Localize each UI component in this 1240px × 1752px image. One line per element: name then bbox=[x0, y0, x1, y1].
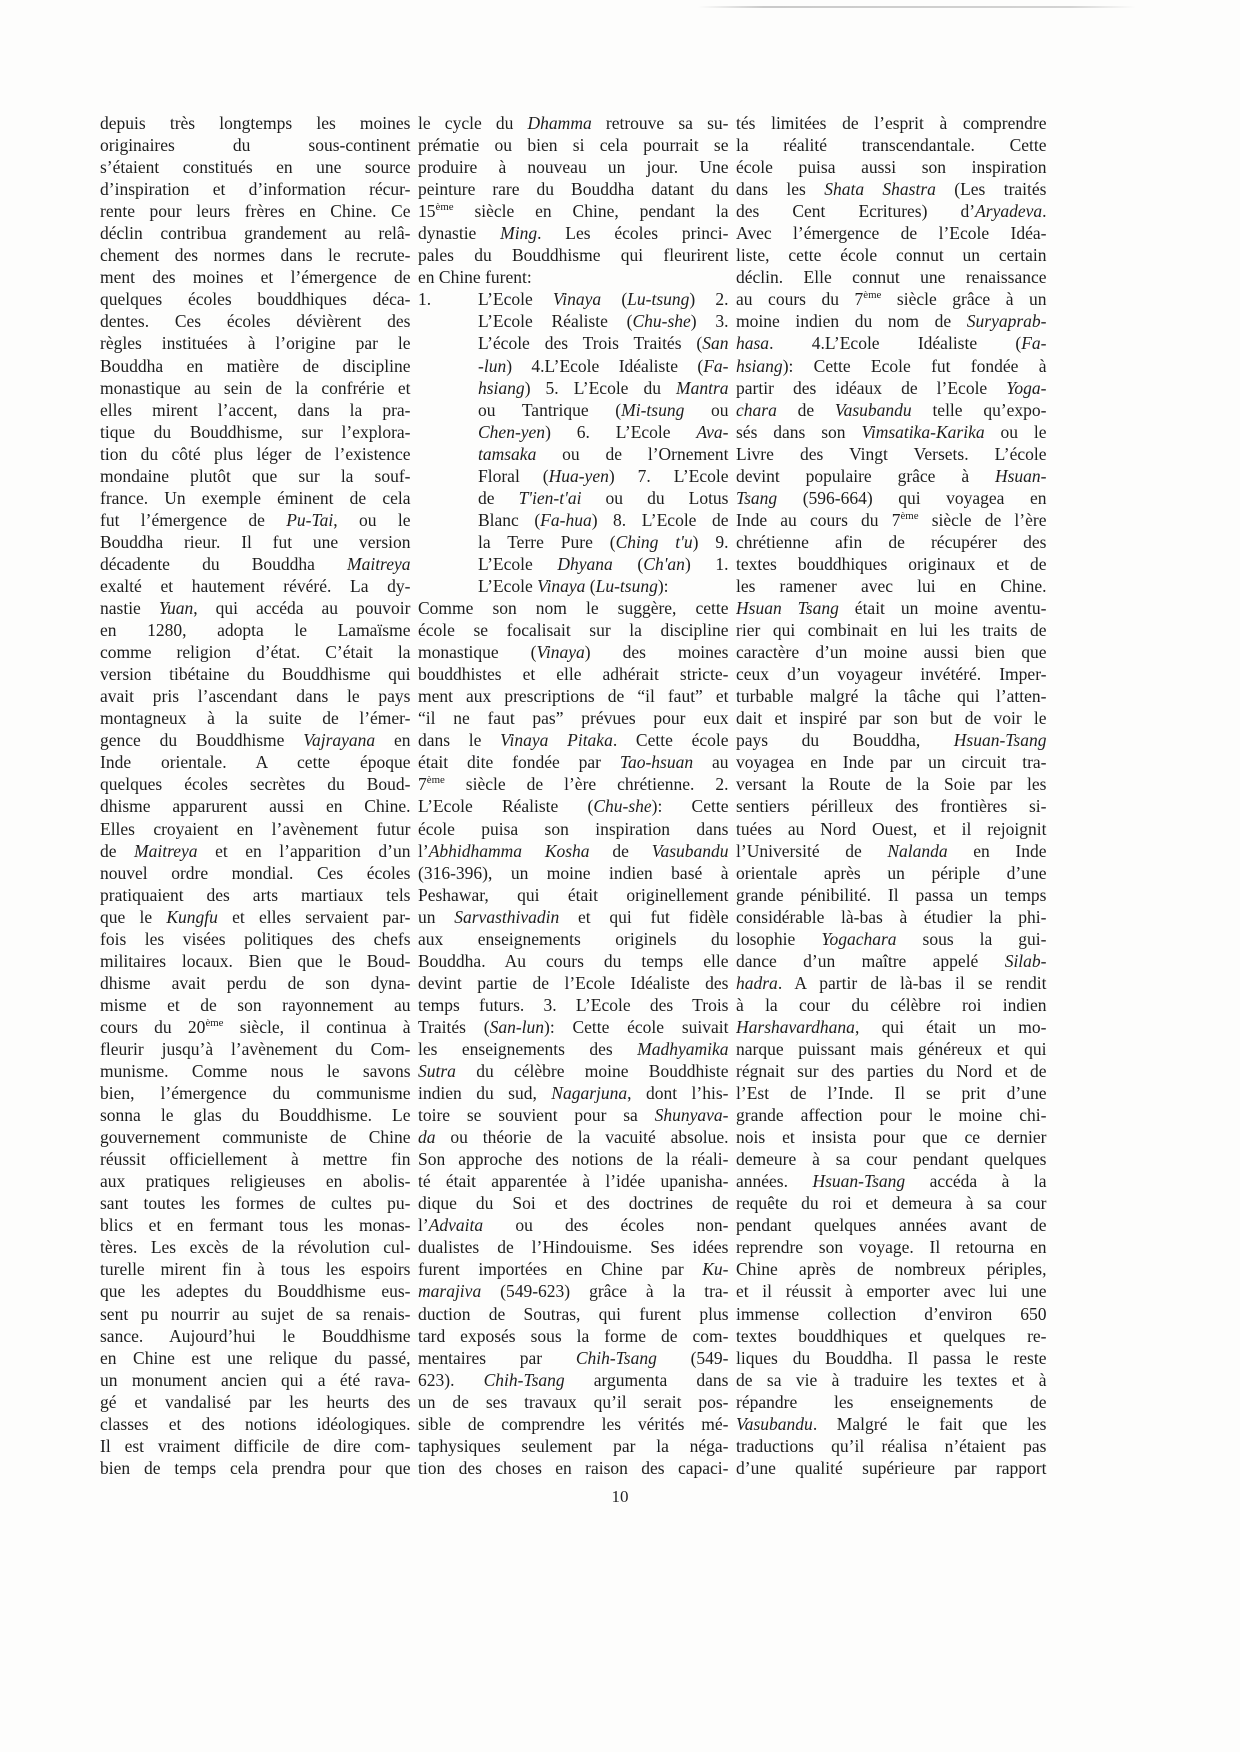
text-line: Bouddha en matière de discipline bbox=[100, 355, 411, 376]
text-line: école puisa aussi son inspiration bbox=[736, 157, 1047, 178]
text-line: ceux d’un voyageur invétéré. Imper- bbox=[736, 664, 1047, 685]
text-line: années. Hsuan-Tsang accéda à la bbox=[736, 1171, 1047, 1192]
text-line: Chen-yen) 6. L’Ecole Ava- bbox=[478, 421, 729, 442]
text-line: da ou théorie de la vacuité absolue. bbox=[418, 1127, 729, 1148]
text-line: quelques écoles secrètes du Boud- bbox=[100, 774, 411, 795]
text-column-1 bbox=[100, 112, 411, 1479]
text-line: au cours du 7ème siècle grâce à un bbox=[736, 289, 1047, 310]
text-line: version tibétaine du Bouddhisme qui bbox=[100, 664, 411, 685]
text-line: tique du Bouddhisme, sur l’explora- bbox=[100, 421, 411, 442]
text-line: Chine après de nombreux périples, bbox=[736, 1259, 1047, 1280]
text-line: les ramener avec lui en Chine. bbox=[736, 575, 1047, 596]
text-line: 623). Chih-Tsang argumenta dans bbox=[418, 1369, 729, 1390]
text-line: un monument ancien qui a été rava- bbox=[100, 1369, 411, 1390]
text-line: Son approche des notions de la réali- bbox=[418, 1149, 729, 1170]
text-line: Inde au cours du 7ème siècle de l’ère bbox=[736, 509, 1047, 530]
text-line: nouvel ordre mondial. Ces écoles bbox=[100, 862, 411, 883]
text-line: en Chine furent: bbox=[418, 267, 532, 288]
text-line: hasa. 4.L’Ecole Idéaliste (Fa- bbox=[736, 333, 1047, 354]
text-line: de sa vie à traduire les textes et à bbox=[736, 1369, 1047, 1390]
text-line: dait et inspiré par son but de voir le bbox=[736, 708, 1047, 729]
text-line: l’Est de l’Inde. Il se prit d’une bbox=[736, 1083, 1047, 1104]
text-line: classes et des notions idéologiques. bbox=[100, 1413, 411, 1434]
text-line: sant toutes les formes de cultes pu- bbox=[100, 1193, 411, 1214]
text-line: té était apparentée à l’idée upanisha- bbox=[418, 1171, 729, 1192]
text-line: Vasubandu. Malgré le fait que les bbox=[736, 1413, 1047, 1434]
text-line: dans le Vinaya Pitaka. Cette école bbox=[418, 730, 729, 751]
text-line: répandre les enseignements de bbox=[736, 1391, 1047, 1412]
text-line: turbable malgré la tâche qui l’atten- bbox=[736, 686, 1047, 707]
text-line: et il réussit à emporter avec lui une bbox=[736, 1281, 1047, 1302]
text-line: dualistes de l’Hindouisme. Ses idées bbox=[418, 1237, 729, 1258]
text-line: aux pratiques religieuses en abolis- bbox=[100, 1171, 411, 1192]
text-line: taphysiques seulement par la néga- bbox=[418, 1435, 729, 1456]
text-line: bouddhistes et elle adhérait stricte- bbox=[418, 664, 729, 685]
text-line: Inde orientale. A cette époque bbox=[100, 752, 411, 773]
text-line: l’Université de Nalanda en Inde bbox=[736, 840, 1047, 861]
text-column-3 bbox=[736, 112, 1047, 1479]
text-line: immense collection d’environ 650 bbox=[736, 1303, 1047, 1324]
text-line: duction de Soutras, qui furent plus bbox=[418, 1303, 729, 1324]
text-line: hadra. A partir de là-bas il se rendit bbox=[736, 972, 1047, 993]
text-line: furent importées en Chine par Ku- bbox=[418, 1259, 729, 1280]
text-line: que le Kungfu et elles servaient par- bbox=[100, 906, 411, 927]
text-line: caractère d’un moine aussi bien que bbox=[736, 642, 1047, 663]
text-line: liques du Bouddha. Il passa le reste bbox=[736, 1347, 1047, 1368]
text-line: Sutra du célèbre moine Bouddhiste bbox=[418, 1061, 729, 1082]
text-line: de Maitreya et en l’apparition d’un bbox=[100, 840, 411, 861]
text-line: pratiquaient des arts martiaux tels bbox=[100, 884, 411, 905]
text-line: comme religion d’état. C’était la bbox=[100, 642, 411, 663]
text-line: tion des choses en raison des capaci- bbox=[418, 1457, 729, 1478]
text-line: monastique (Vinaya) des moines bbox=[418, 642, 729, 663]
text-line: école puisa son inspiration dans bbox=[418, 818, 729, 839]
text-line: orientale après un périple d’une bbox=[736, 862, 1047, 883]
text-line: ment des moines et l’émergence de bbox=[100, 267, 411, 288]
text-line: devint partie de l’Ecole Idéaliste des bbox=[418, 972, 729, 993]
text-line: Peshawar, qui était originellement bbox=[418, 884, 729, 905]
text-column-2 bbox=[418, 112, 729, 1479]
text-line: traductions qu’il réalisa n’étaient pas bbox=[736, 1435, 1047, 1456]
text-line: nastie Yuan, qui accéda au pouvoir bbox=[100, 598, 411, 619]
text-line: dans les Shata Shastra (Les traités bbox=[736, 179, 1047, 200]
text-line: un de ses travaux qu’il serait pos- bbox=[418, 1391, 729, 1412]
text-line: textes bouddhiques et quelques re- bbox=[736, 1325, 1047, 1346]
text-line: misme et de son rayonnement au bbox=[100, 994, 411, 1015]
text-line: règles instituées à l’origine par le bbox=[100, 333, 411, 354]
text-line: pales du Bouddhisme qui fleurirent bbox=[418, 245, 729, 266]
text-line: temps futurs. 3. L’Ecole des Trois bbox=[418, 994, 729, 1015]
text-line: la Terre Pure (Ching t'u) 9. bbox=[478, 531, 729, 552]
text-line: moine indien du nom de Suryaprab- bbox=[736, 311, 1047, 332]
text-line: Harshavardhana, qui était un mo- bbox=[736, 1016, 1047, 1037]
text-line: “il ne faut pas” prévues pour eux bbox=[418, 708, 729, 729]
text-line: tés limitées de l’esprit à comprendre bbox=[736, 113, 1047, 133]
text-line: fut l’émergence de Pu-Tai, ou le bbox=[100, 509, 411, 530]
text-line: ou Tantrique (Mi-tsung ou bbox=[478, 399, 729, 420]
text-line: décadente du Bouddha Maitreya bbox=[100, 553, 411, 574]
page-number: 10 bbox=[611, 1487, 629, 1506]
text-line: chara de Vasubandu telle qu’expo- bbox=[736, 399, 1047, 420]
text-line: prématie ou bien si cela pourrait se bbox=[418, 135, 729, 156]
text-line: dentes. Ces écoles dévièrent des bbox=[100, 311, 411, 332]
text-line: sés dans son Vimsatika-Karika ou le bbox=[736, 421, 1047, 442]
text-line: tères. Les excès de la révolution cul- bbox=[100, 1237, 411, 1258]
text-line: Tsang (596-664) qui voyagea en bbox=[736, 487, 1047, 508]
text-line: Livre des Vingt Versets. L’école bbox=[736, 443, 1047, 464]
text-line: gé et vandalisé par les heurts des bbox=[100, 1391, 411, 1412]
text-line: dhisme avait perdu de son dyna- bbox=[100, 972, 411, 993]
text-line: Blanc (Fa-hua) 8. L’Ecole de bbox=[478, 509, 729, 530]
text-line: marajiva (549-623) grâce à la tra- bbox=[418, 1281, 729, 1302]
text-line: dance d’un maître appelé Silab- bbox=[736, 950, 1047, 971]
text-line: bien, l’émergence du communisme bbox=[100, 1083, 411, 1104]
text-line: était dite fondée par Tao-hsuan au bbox=[418, 752, 729, 773]
text-line: 15ème siècle en Chine, pendant la bbox=[418, 201, 729, 222]
text-line: d’une qualité supérieure par rapport bbox=[736, 1457, 1047, 1478]
text-line: Traités (San-lun): Cette école suivait bbox=[418, 1016, 729, 1037]
text-line: tard exposés sous la forme de com- bbox=[418, 1325, 729, 1346]
text-line: s’étaient constitués en une source bbox=[100, 157, 411, 178]
text-line: sent pu nourrir au sujet de sa renais- bbox=[100, 1303, 411, 1324]
text-line: grande pénibilité. Il passa un temps bbox=[736, 884, 1047, 905]
text-line: monastique au sein de la confrérie et bbox=[100, 377, 411, 398]
text-line: sance. Aujourd’hui le Bouddhisme bbox=[100, 1325, 411, 1346]
text-line: originaires du sous-continent bbox=[100, 135, 411, 156]
text-line: mentaires par Chih-Tsang (549- bbox=[418, 1347, 729, 1368]
text-line: régnait sur des parties du Nord et de bbox=[736, 1061, 1047, 1082]
text-line: réussit officiellement à mettre fin bbox=[100, 1149, 411, 1170]
text-line: considérable là-bas à étudier la phi- bbox=[736, 906, 1047, 927]
text-line: l’Advaita ou des écoles non- bbox=[418, 1215, 729, 1236]
text-line: sonna le glas du Bouddhisme. Le bbox=[100, 1105, 411, 1126]
text-line: ment aux prescriptions de “il faut” et bbox=[418, 686, 729, 707]
text-line: produire à nouveau un jour. Une bbox=[418, 157, 729, 178]
text-line: cours du 20ème siècle, il continua à bbox=[100, 1016, 411, 1037]
text-line: hsiang): Cette Ecole fut fondée à bbox=[736, 355, 1047, 376]
text-line: dique du Soi et des doctrines de bbox=[418, 1193, 729, 1214]
text-line: L’Ecole Vinaya (Lu-tsung): bbox=[478, 575, 669, 596]
text-line: losophie Yogachara sous la gui- bbox=[736, 928, 1047, 949]
text-line: Comme son nom le suggère, cette bbox=[418, 598, 729, 619]
text-line: devint populaire grâce à Hsuan- bbox=[736, 465, 1047, 486]
text-line: munisme. Comme nous le savons bbox=[100, 1061, 411, 1082]
text-line: tuées au Nord Ouest, et il rejoignit bbox=[736, 818, 1047, 839]
text-line: fleurir jusqu’à l’avènement du Com- bbox=[100, 1038, 411, 1059]
text-line: Floral (Hua-yen) 7. L’Ecole bbox=[478, 465, 729, 486]
text-line: de T'ien-t'ai ou du Lotus bbox=[478, 487, 729, 508]
text-line: la réalité transcendantale. Cette bbox=[736, 135, 1047, 156]
text-line: Bouddha. Au cours du temps elle bbox=[418, 950, 729, 971]
text-line: Il est vraiment difficile de dire com- bbox=[100, 1435, 411, 1456]
text-line: toire se souvient pour sa Shunyava- bbox=[418, 1105, 729, 1126]
text-line: chement des normes dans le recrute- bbox=[100, 245, 411, 266]
list-number: 1. bbox=[418, 289, 432, 310]
text-line: L’école des Trois Traités (San bbox=[478, 333, 729, 354]
text-line: pays du Bouddha, Hsuan-Tsang bbox=[736, 730, 1047, 751]
text-line: sible de comprendre les vérités mé- bbox=[418, 1413, 729, 1434]
text-line: L’Ecole Dhyana (Ch'an) 1. bbox=[478, 553, 729, 574]
scan-artifact-line bbox=[698, 6, 1136, 8]
text-line: liste, cette école connut un certain bbox=[736, 245, 1047, 266]
text-line: nois et insista pour que ce dernier bbox=[736, 1127, 1047, 1148]
text-line: 1. L’Ecole Vinaya (Lu-tsung) 2. bbox=[418, 289, 729, 310]
text-line: mondaine plutôt que sur la souf- bbox=[100, 465, 411, 486]
text-line: narque puissant mais généreux et qui bbox=[736, 1038, 1047, 1059]
text-line: pendant quelques années avant de bbox=[736, 1215, 1047, 1236]
text-line: blics et en fermant tous les monas- bbox=[100, 1215, 411, 1236]
text-line: requête du roi et demeura à sa cour bbox=[736, 1193, 1047, 1214]
text-line: 7ème siècle de l’ère chrétienne. 2. bbox=[418, 774, 729, 795]
text-line: gence du Bouddhisme Vajrayana en bbox=[100, 730, 411, 751]
text-line: turelle mirent fin à tous les espoirs bbox=[100, 1259, 411, 1280]
text-line: avait pris l’ascendant dans le pays bbox=[100, 686, 411, 707]
text-line: les enseignements des Madhyamika bbox=[418, 1038, 729, 1059]
text-line: dhisme apparurent aussi en Chine. bbox=[100, 796, 411, 817]
text-line: L’Ecole Réaliste (Chu-she): Cette bbox=[418, 796, 729, 817]
text-line: Avec l’émergence de l’Ecole Idéa- bbox=[736, 223, 1047, 244]
text-line: tion du côté plus léger de l’existence bbox=[100, 443, 411, 464]
text-line: exalté et hautement révéré. La dy- bbox=[100, 575, 411, 596]
text-line: Elles croyaient en l’avènement futur bbox=[100, 818, 411, 839]
text-line: (316-396), un moine indien basé à bbox=[418, 862, 729, 883]
text-line: fois les visées politiques des chefs bbox=[100, 928, 411, 949]
text-line: versant la Route de la Soie par les bbox=[736, 774, 1047, 795]
text-line: L’Ecole Réaliste (Chu-she) 3. bbox=[478, 311, 729, 332]
text-line: tamsaka ou de l’Ornement bbox=[478, 443, 729, 464]
text-line: quelques écoles bouddhiques déca- bbox=[100, 289, 411, 310]
text-line: que les adeptes du Bouddhisme eus- bbox=[100, 1281, 411, 1302]
text-line: Bouddha rieur. Il fut une version bbox=[100, 531, 411, 552]
text-line: depuis très longtemps les moines bbox=[100, 113, 411, 133]
text-line: à la cour du célèbre roi indien bbox=[736, 994, 1047, 1015]
text-line: en Chine est une relique du passé, bbox=[100, 1347, 411, 1368]
text-line: france. Un exemple éminent de cela bbox=[100, 487, 411, 508]
text-line: d’inspiration et d’information récur- bbox=[100, 179, 411, 200]
text-line: -lun) 4.L’Ecole Idéaliste (Fa- bbox=[478, 355, 729, 376]
text-line: rente pour leurs frères en Chine. Ce bbox=[100, 201, 411, 222]
text-line: peinture rare du Bouddha datant du bbox=[418, 179, 729, 200]
text-line: reprendre son voyage. Il retourna en bbox=[736, 1237, 1047, 1258]
text-line: déclin. Elle connut une renaissance bbox=[736, 267, 1047, 288]
text-line: école se focalisait sur la discipline bbox=[418, 620, 729, 641]
text-line: grande affection pour le moine chi- bbox=[736, 1105, 1047, 1126]
text-line: aux enseignements originels du bbox=[418, 928, 729, 949]
text-line: textes bouddhiques originaux et de bbox=[736, 553, 1047, 574]
text-line: partir des idéaux de l’Ecole Yoga- bbox=[736, 377, 1047, 398]
text-line: chrétienne afin de récupérer des bbox=[736, 531, 1047, 552]
text-line: le cycle du Dhamma retrouve sa su- bbox=[418, 113, 729, 133]
text-line: gouvernement communiste de Chine bbox=[100, 1127, 411, 1148]
text-line: Hsuan Tsang était un moine aventu- bbox=[736, 598, 1047, 619]
text-line: demeure à sa cour pendant quelques bbox=[736, 1149, 1047, 1170]
text-line: l’Abhidhamma Kosha de Vasubandu bbox=[418, 840, 729, 861]
text-line: des Cent Ecritures) d’Aryadeva. bbox=[736, 201, 1047, 222]
text-line: hsiang) 5. L’Ecole du Mantra bbox=[478, 377, 729, 398]
text-line: sentiers périlleux des frontières si- bbox=[736, 796, 1047, 817]
text-line: un Sarvasthivadin et qui fut fidèle bbox=[418, 906, 729, 927]
text-line: montagneux à la suite de l’émer- bbox=[100, 708, 411, 729]
text-line: rier qui combinait en lui les traits de bbox=[736, 620, 1047, 641]
text-line: bien de temps cela prendra pour que bbox=[100, 1457, 411, 1478]
text-columns bbox=[100, 112, 1047, 1479]
text-line: indien du sud, Nagarjuna, dont l’his- bbox=[418, 1083, 729, 1104]
text-line: dynastie Ming. Les écoles princi- bbox=[418, 223, 729, 244]
text-line: militaires locaux. Bien que le Boud- bbox=[100, 950, 411, 971]
text-line: en 1280, adopta le Lamaïsme bbox=[100, 620, 411, 641]
text-line: voyagea en Inde par un circuit tra- bbox=[736, 752, 1047, 773]
text-line: déclin contribua grandement au relâ- bbox=[100, 223, 411, 244]
text-line: elles mirent l’accent, dans la pra- bbox=[100, 399, 411, 420]
